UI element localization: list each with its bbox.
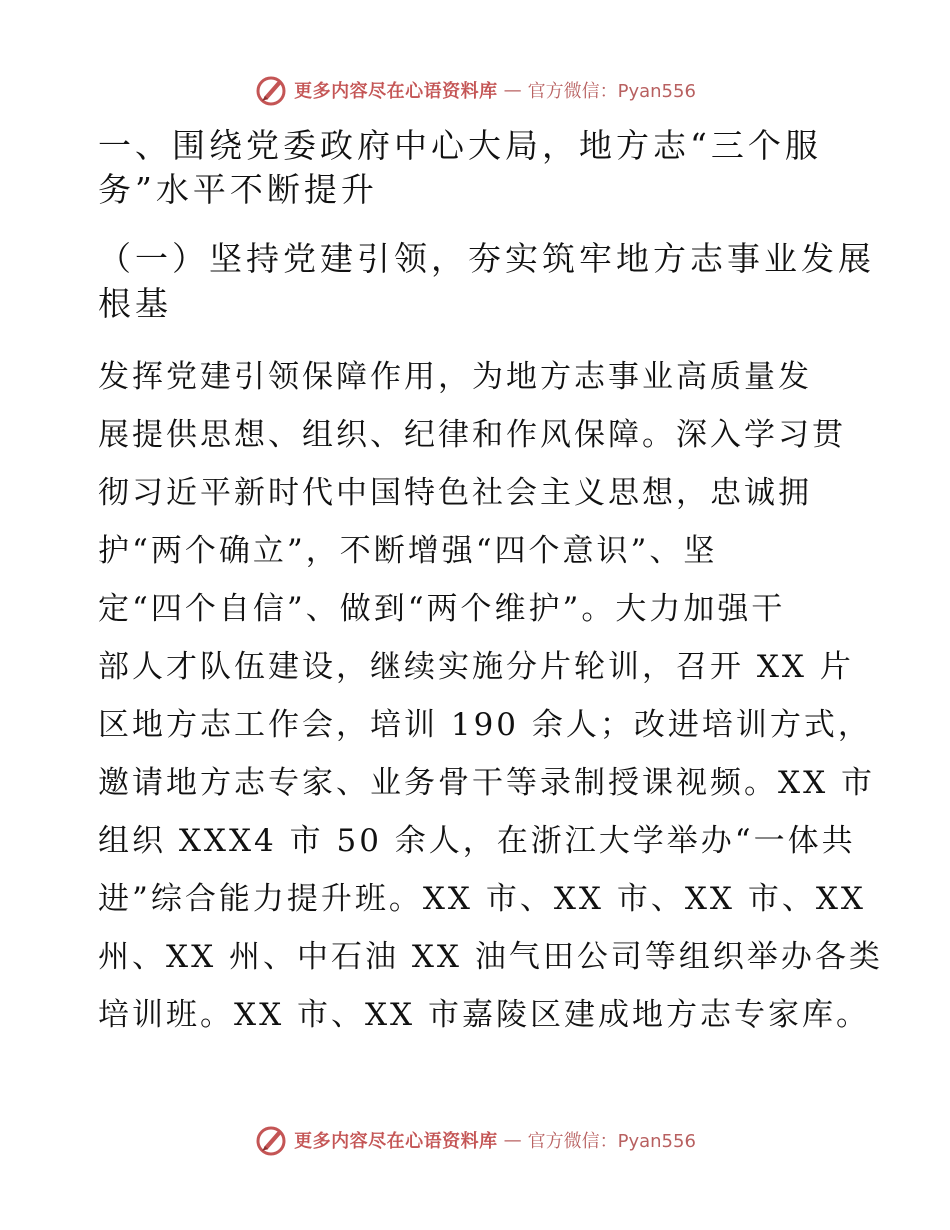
subsection-heading: [98, 236, 875, 326]
paragraph-line: 邀请地方志专家、业务骨干等录制授课视频。XX 市: [98, 765, 875, 801]
paragraph-line: 发挥党建引领保障作用，为地方志事业高质量发: [98, 359, 812, 395]
body-paragraph: [98, 348, 883, 1044]
paragraph-line: 展提供思想、组织、纪律和作风保障。深入学习贯: [98, 417, 846, 453]
heading-line: 一、围绕党委政府中心大局，地方志“三个服: [98, 126, 822, 165]
heading-line: 务”水平不断提升: [98, 170, 378, 209]
paragraph-line: 部人才队伍建设，继续实施分片轮训，召开 XX 片: [98, 649, 854, 685]
watermark-brand: 更多内容尽在心语资料库: [294, 1131, 498, 1152]
paragraph-line: 定“四个自信”、做到“两个维护”。大力加强干: [98, 591, 786, 627]
paragraph-line: 彻习近平新时代中国特色社会主义思想，忠诚拥: [98, 475, 812, 511]
watermark-separator: —: [503, 1129, 522, 1151]
quill-logo-icon: [254, 73, 288, 107]
document-body: [98, 124, 883, 1044]
watermark-brand: 更多内容尽在心语资料库: [294, 81, 498, 102]
quill-logo-icon: [254, 1123, 288, 1157]
subheading-line: 根基: [98, 284, 172, 323]
header-watermark: [0, 70, 950, 110]
subheading-line: （一）坚持党建引领，夯实筑牢地方志事业发展: [98, 239, 875, 278]
footer-watermark: [0, 1120, 950, 1160]
paragraph-line: 区地方志工作会，培训 190 余人；改进培训方式，: [98, 707, 872, 743]
watermark-contact: 官方微信：Pyan556: [527, 1131, 696, 1152]
paragraph-line: 进”综合能力提升班。XX 市、XX 市、XX 市、XX: [98, 881, 866, 917]
watermark-separator: —: [503, 79, 522, 101]
paragraph-line: 培训班。XX 市、XX 市嘉陵区建成地方志专家库。: [98, 997, 870, 1033]
paragraph-line: 护“两个确立”，不断增强“四个意识”、坚: [98, 533, 718, 569]
paragraph-line: 组织 XXX4 市 50 余人，在浙江大学举办“一体共: [98, 823, 856, 859]
paragraph-line: 州、XX 州、中石油 XX 油气田公司等组织举办各类: [98, 939, 883, 975]
section-heading: [98, 124, 858, 212]
watermark-contact: 官方微信：Pyan556: [527, 81, 696, 102]
